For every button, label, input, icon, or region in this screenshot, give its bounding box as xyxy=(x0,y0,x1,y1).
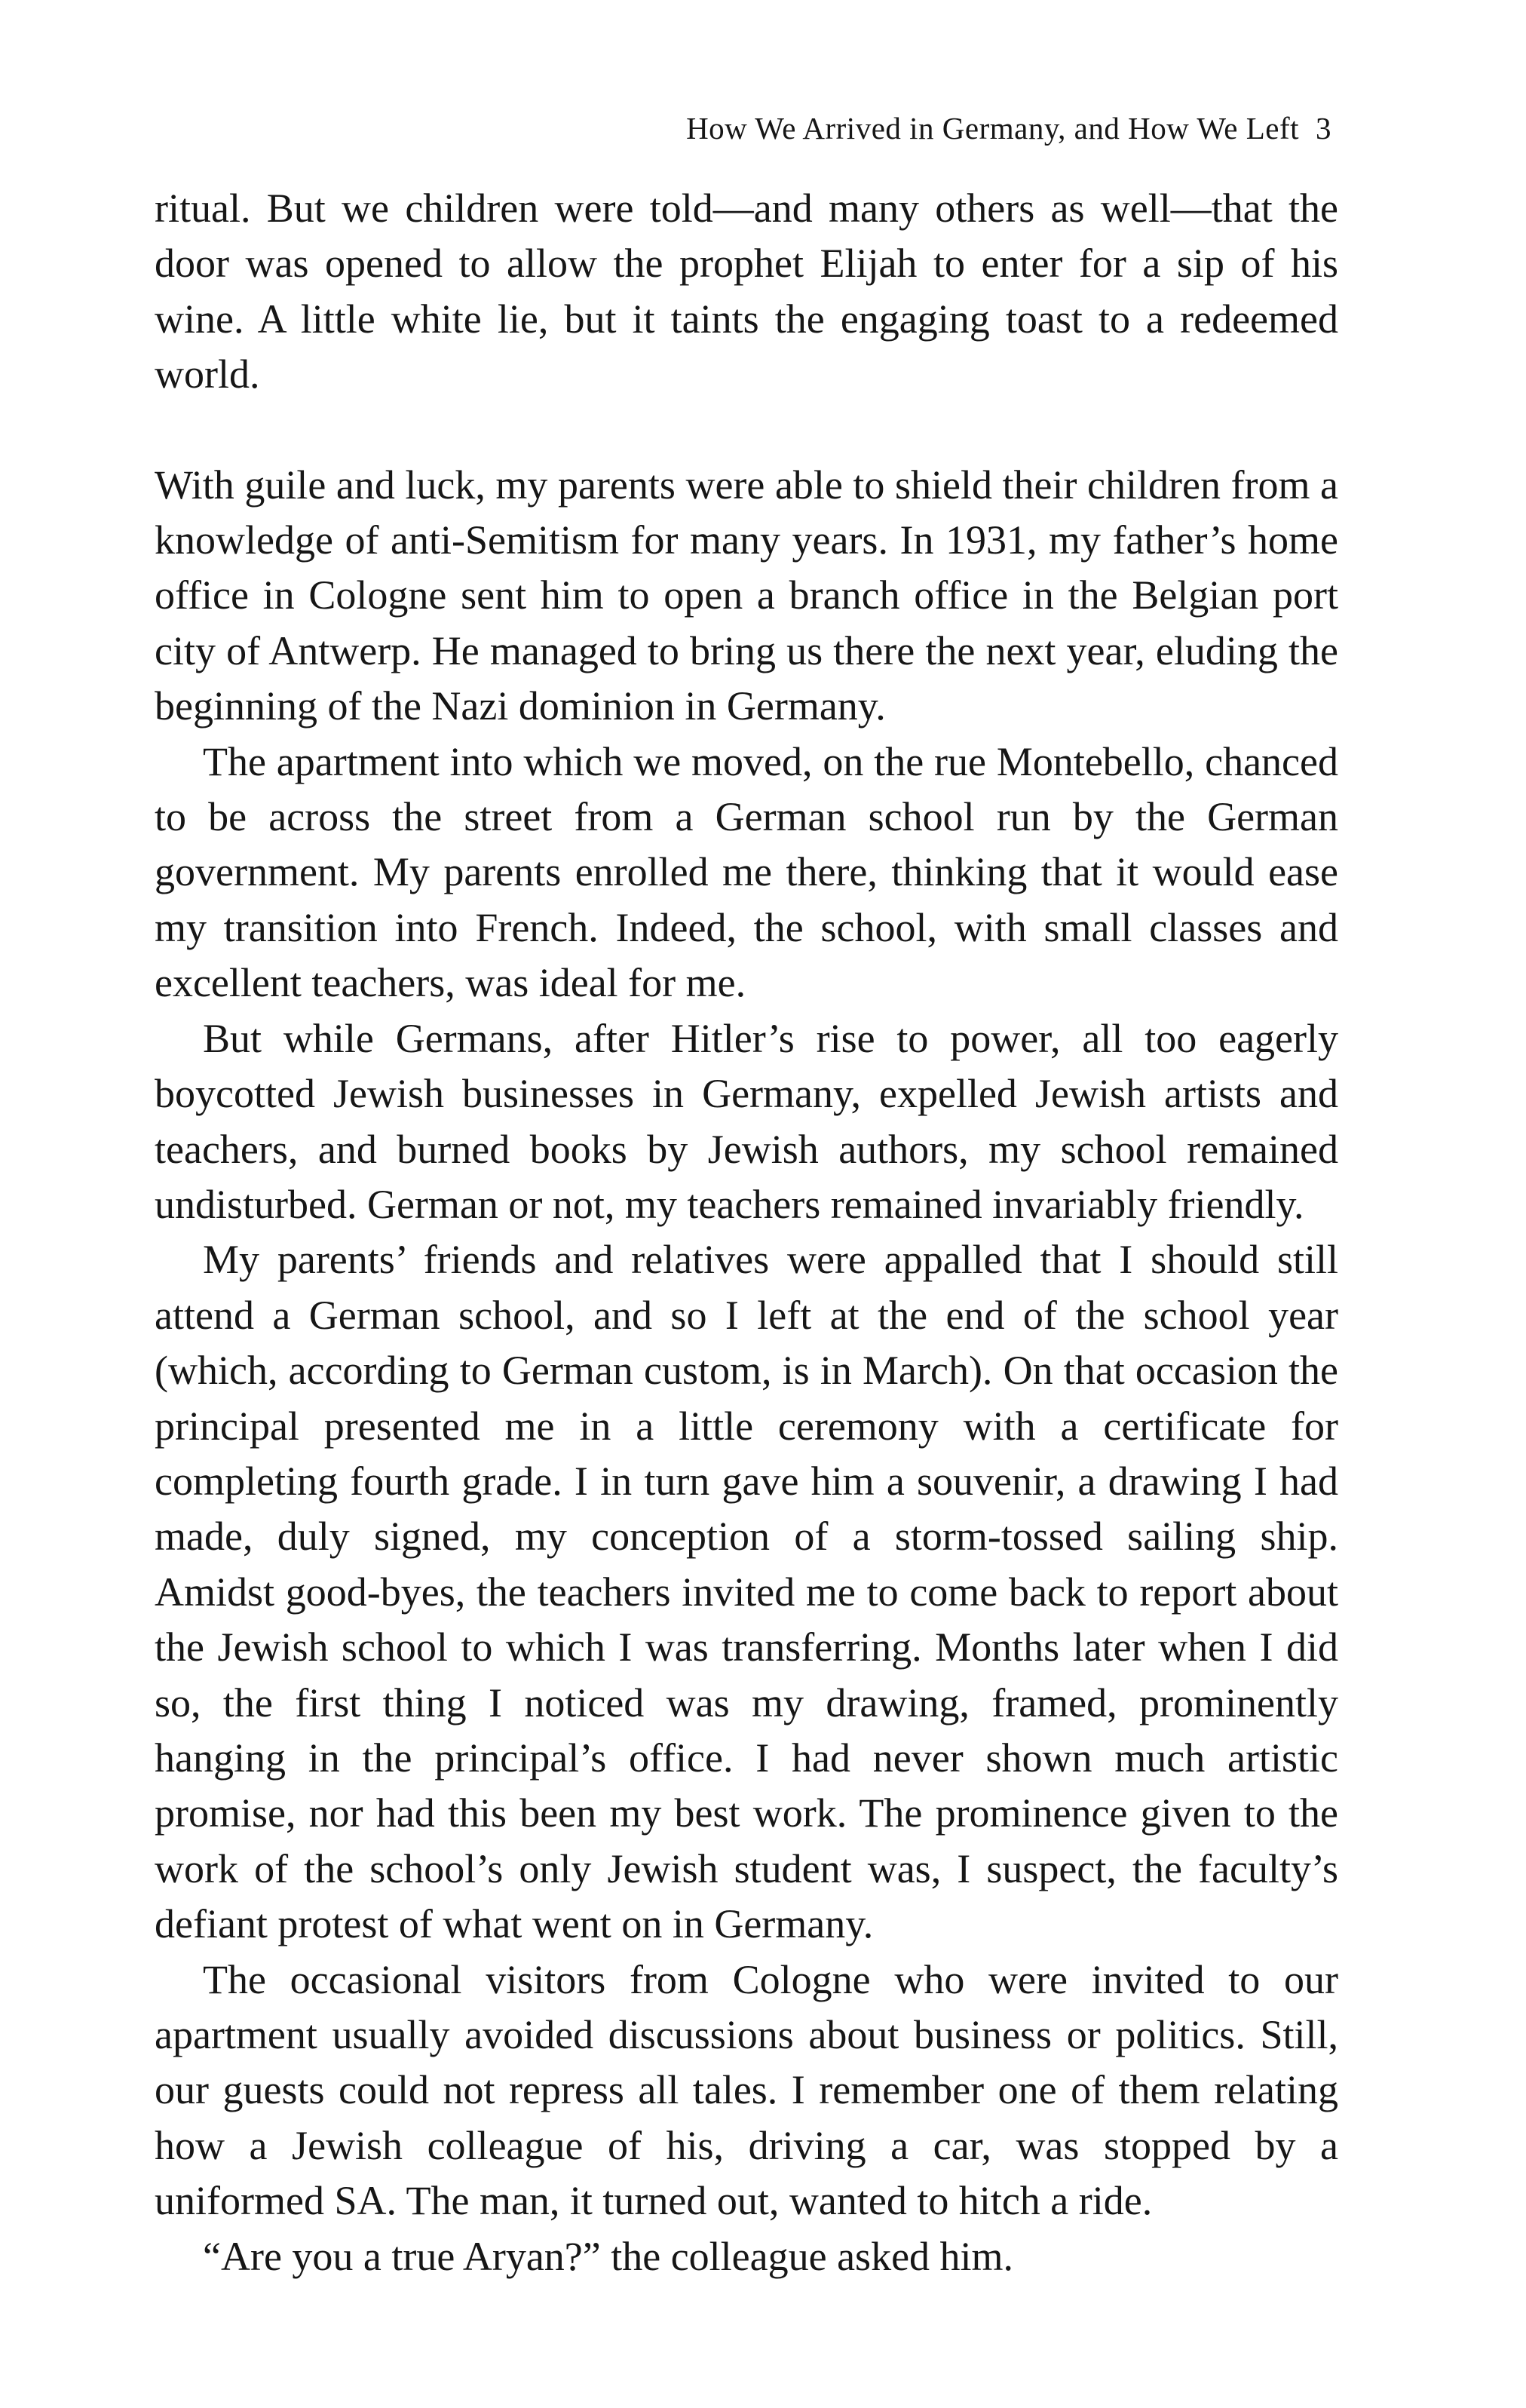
paragraph: The occasional visitors from Cologne who were invited to our apartment usually avoided discussions about business or politics. Still, our guests could not repress all tales. I remember one of them relating how a Jewish colleague of his, driving a car, was stopped by a uniformed SA. The man, it turned out, wanted to hitch a ride. xyxy=(155,1956,1338,2224)
body-text xyxy=(155,181,1338,2284)
paragraph: “Are you a true Aryan?” the colleague asked him. xyxy=(203,2233,1014,2279)
paragraph-section-start: With guile and luck, my parents were able to shield their children from a knowledge of anti-Semitism for many years. In 1931, my father’s home office in Cologne sent him to open a branch office in the Belgian port city of Antwerp. He managed to bring us there the next year, eluding the beginning of the Nazi dominion in Germany. xyxy=(155,462,1338,729)
page-number: 3 xyxy=(1316,111,1331,146)
paragraph: But while Germans, after Hitler’s rise to power, all too eagerly boycotted Jewish businesses in Germany, expelled Jewish artists and teachers, and burned books by Jewish authors, my school remained undisturbed. German or not, my teachers remained invariably friendly. xyxy=(155,1015,1338,1227)
paragraph: The apartment into which we moved, on the rue Montebello, chanced to be across the street from a German school run by the German government. My parents enrolled me there, thinking that it would ease my transition into French. Indeed, the school, with small classes and excellent teachers, was ideal for me. xyxy=(155,738,1338,1006)
running-title: How We Arrived in Germany, and How We Left xyxy=(686,111,1299,146)
paragraph-continued: ritual. But we children were told—and many others as well—that the door was opened to allow the prophet Elijah to enter for a sip of his wine. A little white lie, but it taints the engaging toast to a redeemed world. xyxy=(155,186,1338,397)
paragraph: My parents’ friends and relatives were appalled that I should still attend a German school, and so I left at the end of the school year (which, according to German custom, is in March). On that occasion the principal presented me in a little ceremony with a certificate for completing fourth grade. I in turn gave him a souvenir, a drawing I had made, duly signed, my conception of a storm-tossed sailing ship. Amidst good-byes, the teachers invited me to come back to report about the Jewish school to which I was transferring. Months later when I did so, the first thing I noticed was my drawing, framed, prominently hanging in the principal’s office. I had never shown much artistic promise, nor had this been my best work. The prominence given to the work of the school’s only Jewish student was, I suspect, the faculty’s defiant protest of what went on in Germany. xyxy=(155,1237,1338,1947)
running-head xyxy=(686,110,1331,146)
